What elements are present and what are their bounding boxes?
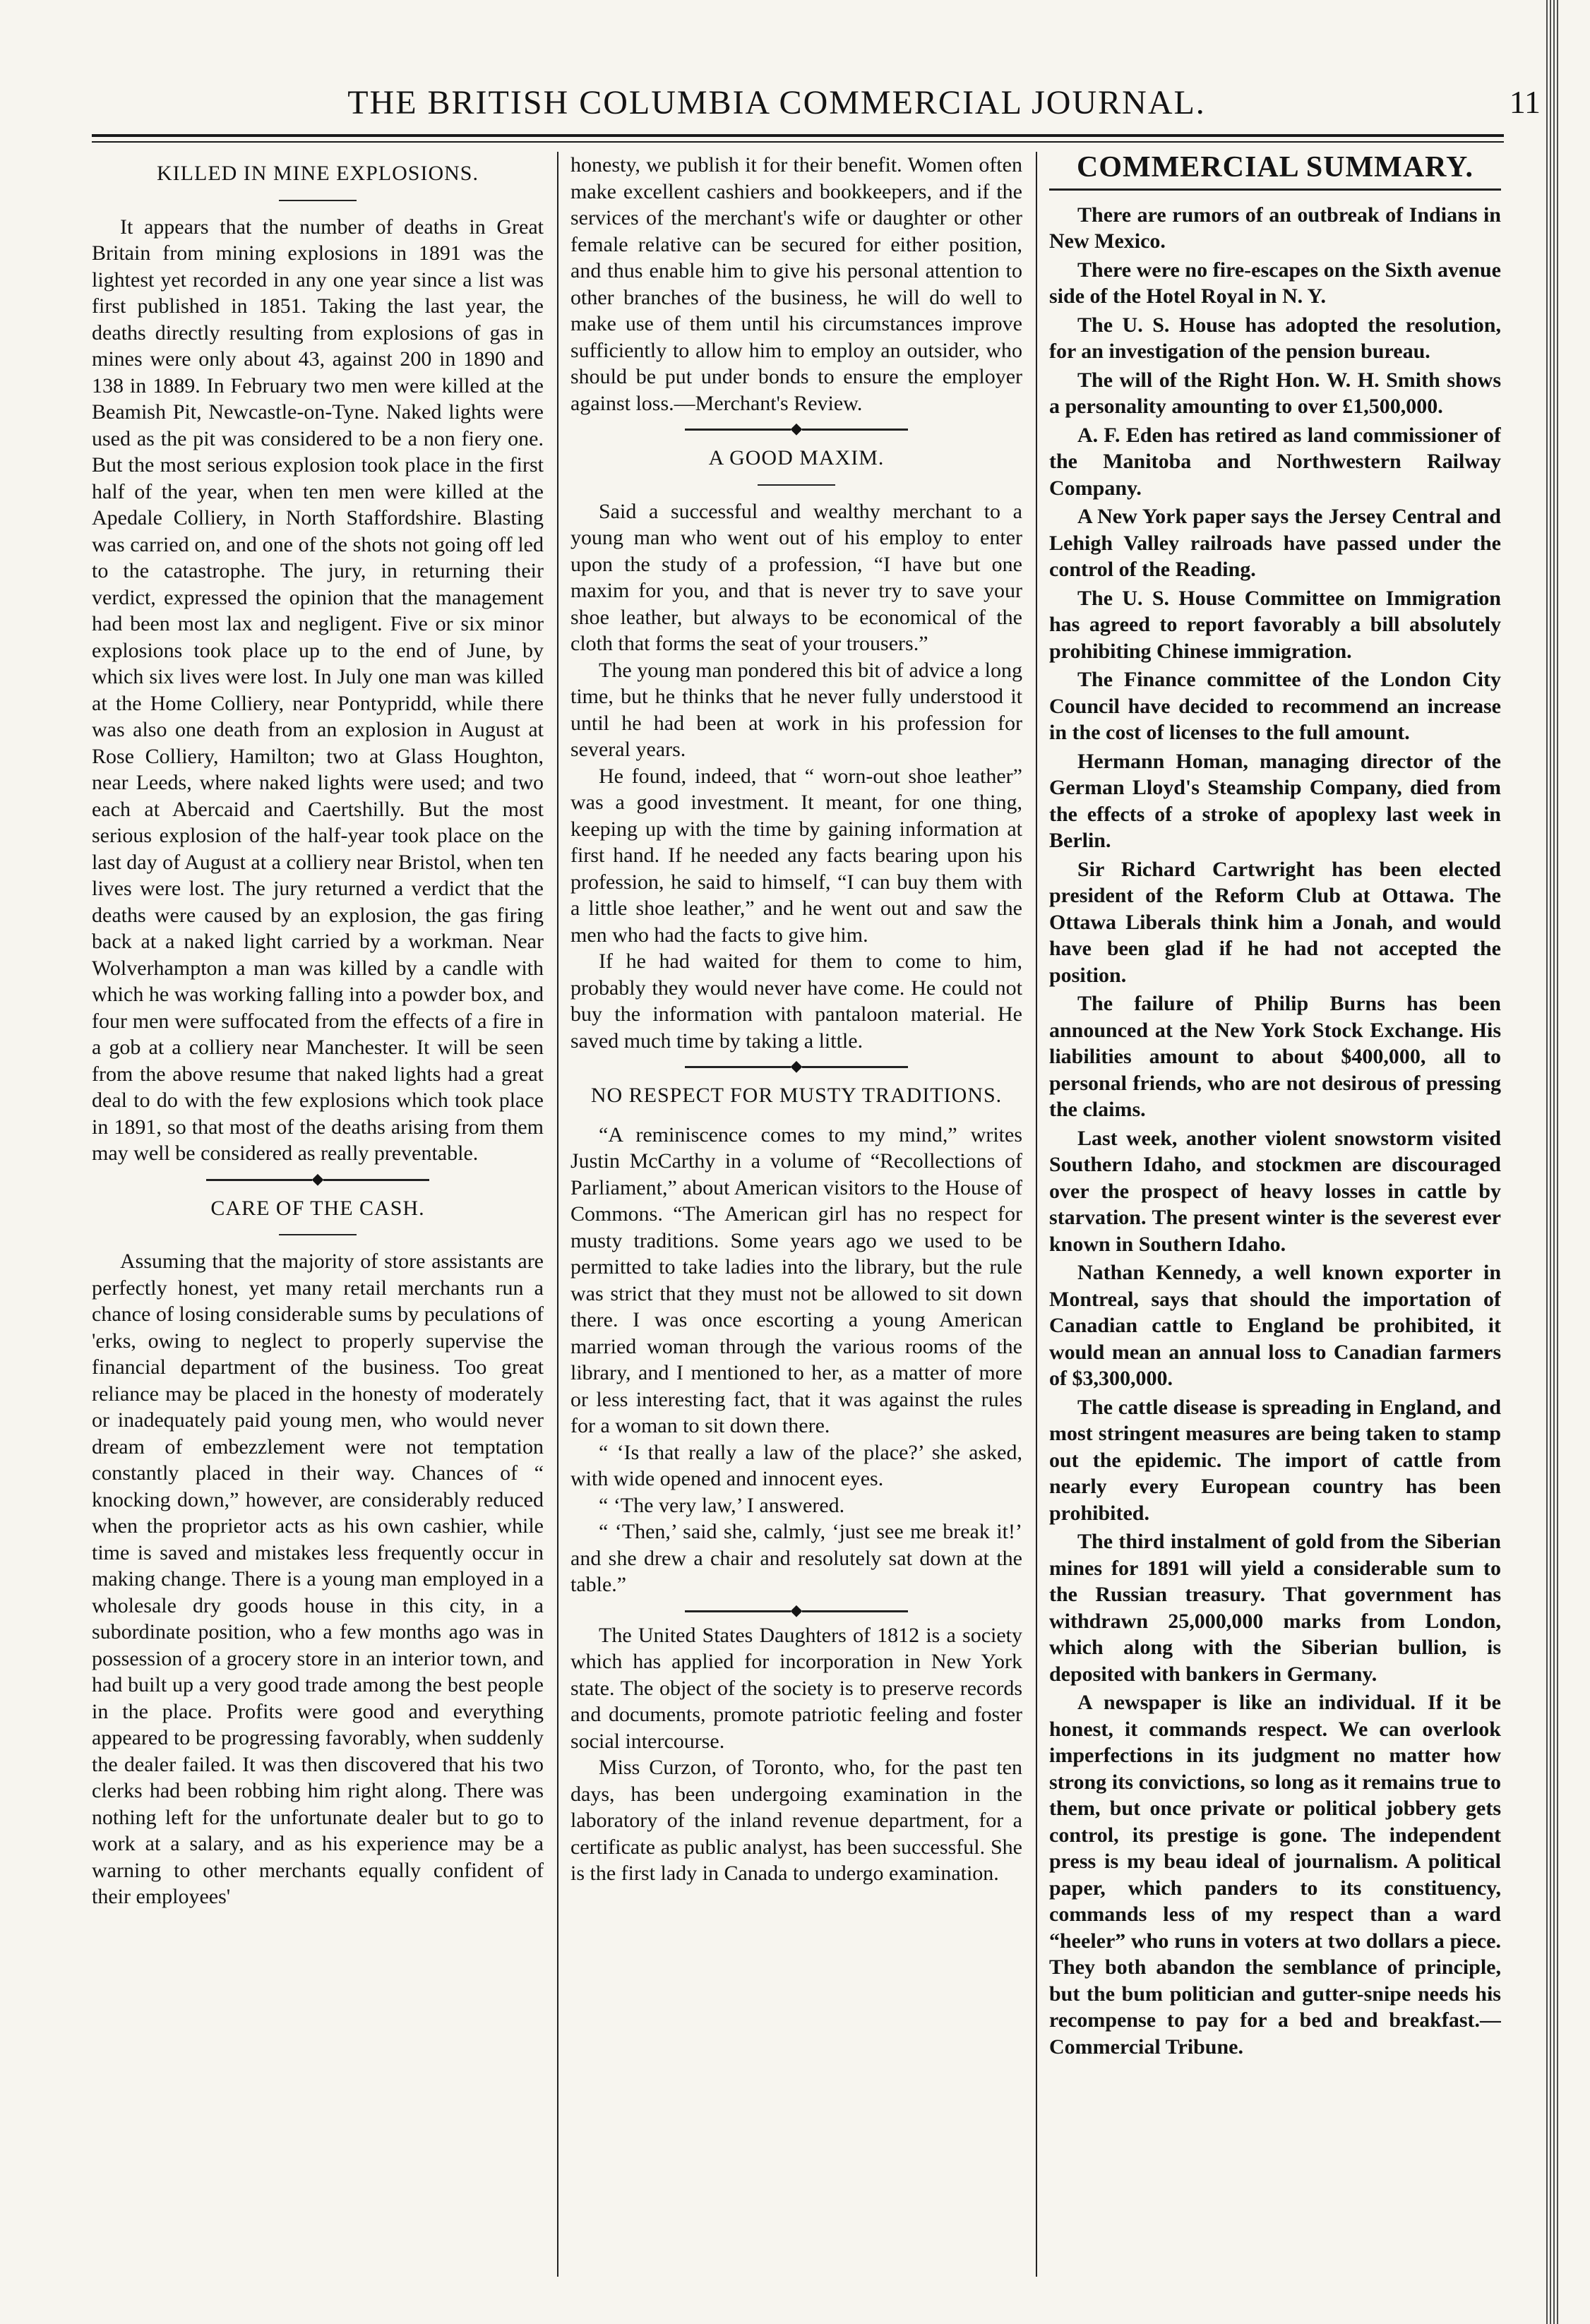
ornament-divider: ◆ <box>570 1058 1022 1074</box>
summary-item: The will of the Right Hon. W. H. Smith shows a personality amounting to over £1,500,000. <box>1049 368 1501 418</box>
summary-rule <box>1049 188 1501 191</box>
summary-item: Last week, another violent snowstorm visited Southern Idaho, and stockmen are discouraged over the prospect of heavy losses in cattle by starvation. The present winter is the severest ever known in Southern Idaho. <box>1049 1126 1501 1256</box>
summary-item: The cattle disease is spreading in England, and most stringent measures are being taken to stamp out the epidemic. The import of cattle from nearly every European country has been prohibited. <box>1049 1395 1501 1525</box>
column-divider-1 <box>557 152 558 2277</box>
ornament-divider: ◆ <box>570 421 1022 436</box>
ornament-divider: ◆ <box>570 1603 1022 1618</box>
heading-mine-explosions: KILLED IN MINE EXPLOSIONS. <box>157 162 479 185</box>
summary-item: Hermann Homan, managing director of the German Lloyd's Steamship Company, died from the effects of a stroke of apoplexy last week in Berlin. <box>1049 749 1501 852</box>
heading-commercial-summary: COMMERCIAL SUMMARY. <box>1077 152 1474 184</box>
page-edge-shadow <box>1546 0 1559 2324</box>
article-musty-p3: “ ‘The very law,’ I answered. <box>599 1493 845 1517</box>
summary-item: The failure of Philip Burns has been announced at the New York Stock Exchange. His liabilities amount to about $400,000, all to personal friends, who are not desirous of pressing the claims. <box>1049 992 1501 1121</box>
journal-title: THE BRITISH COLUMBIA COMMERCIAL JOURNAL. <box>347 84 1206 121</box>
column-2 <box>570 152 1022 2284</box>
column-1 <box>92 152 544 2284</box>
column-3 <box>1049 152 1501 2284</box>
summary-item: The U. S. House has adopted the resolution, for an investigation of the pension bureau. <box>1049 313 1501 363</box>
article-mine-explosions: It appears that the number of deaths in Great Britain from mining explosions in 1891 was the lightest yet recorded in any one year since a list was first published in 1851. Taking the last year, the deaths directly resulting from explosions of gas in mines were only about 43, against 200 in 1890 and 138 in 1889. In February two men were killed at the Beamish Pit, Newcastle-on-Tyne. Naked lights were used as the pit was considered to be a non fiery one. But the most serious explosion took place in the first half of the year, when ten men were killed at the Apedale Colliery, in North Staffordshire. Blasting was carried on, and one of the shots not going off led to the catastrophe. The jury, in returning their verdict, expressed the opinion that the management had been most lax and negligent. Five or six minor explosions took place up to the end of June, by which six lives were lost. In July one man was killed at the Home Colliery, near Pontypridd, while there was also one death from an explosion in August at Rose Colliery, Hamilton; two at Glass Houghton, near Leeds, where naked lights were used; and two each at Abercaid and Caertshilly. But the most serious explosion of the half-year took place on the last day of August at a colliery near Bristol, when ten lives were lost. The jury returned a verdict that the deaths were caused by an explosion, the gas firing back at a naked light carried by a workman. Near Wolverhampton a man was killed by a candle with which he was working falling into a powder box, and four men were suffocated from the effects of a fire in a gob at a colliery near Manchester. It will be seen from the above resume that naked lights had a great deal to do with the few explosions which took place in 1891, so that most of the deaths arising from them may well be considered as really preventable. <box>92 215 544 1165</box>
heading-musty-traditions: NO RESPECT FOR MUSTY TRADITIONS. <box>590 1084 1003 1107</box>
article-maxim-p4: If he had waited for them to come to him, probably they would never have come. He could not buy the information with pantaloon material. He saved much time by taking a little. <box>570 950 1022 1053</box>
article-daughters-1812: The United States Daughters of 1812 is a society which has applied for incorporation in New York state. The object of the society is to preserve records and documents, promote patriotic feeling and foster social intercourse. <box>570 1623 1022 1753</box>
summary-item: Sir Richard Cartwright has been elected president of the Reform Club at Ottawa. The Ottawa Liberals think him a Jonah, and would have been glad if he had not accepted the position. <box>1049 857 1501 987</box>
article-maxim-p3: He found, indeed, that “ worn-out shoe leather” was a good investment. It meant, for one thing, keeping up with the time by gaining information at first hand. If he needed any facts bearing upon his profession, he said to himself, “I can buy them with a little shoe leather,” and he went out and saw the men who had the facts to give him. <box>570 764 1022 947</box>
heading-good-maxim: A GOOD MAXIM. <box>708 446 885 469</box>
article-musty-p1: “A reminiscence comes to my mind,” writes Justin McCarthy in a volume of “Recollections of Parliament,” about American visitors to the House of Commons. “The American girl has no respect for musty traditions. Some years ago we used to be permitted to take ladies into the library, but the rule was strict that they must not be allowed to sit down there. I was once escorting a young American married woman through the various rooms of the library, and I mentioned to her, as a matter of more or less interesting fact, that it was against the rules for a woman to sit down there. <box>570 1122 1022 1437</box>
article-maxim-p2: The young man pondered this bit of advice a long time, but he thinks that he never fully understood it until he had been at work in his profession for several years. <box>570 658 1022 761</box>
summary-item: There are rumors of an outbreak of Indians in New Mexico. <box>1049 203 1501 253</box>
summary-item: A newspaper is like an individual. If it be honest, it commands respect. We can overlook imperfections in its judgment no matter how strong its convictions, so long as it remains true to them, but once private or political jobbery gets control, its prestige is gone. The independent press is my beau ideal of journalism. A political paper, which panders to its constituency, commands less of my respect than a ward “heeler” who runs in voters at two dollars a piece. They both abandon the semblance of principle, but the bum politician and gutter-snipe needs his recompense to pay for a bed and breakfast.—Commercial Tribune. <box>1049 1691 1501 2059</box>
heading-rule <box>279 1234 357 1235</box>
article-musty-p2: “ ‘Is that really a law of the place?’ she asked, with wide opened and innocent eyes. <box>570 1440 1022 1490</box>
heading-rule <box>279 200 357 201</box>
summary-item: Nathan Kennedy, a well known exporter in Montreal, says that should the importation of Canadian cattle to England be prohibited, it would mean an annual loss to Canadian farmers of $3,300,000. <box>1049 1261 1501 1390</box>
summary-item: There were no fire-escapes on the Sixth avenue side of the Hotel Royal in N. Y. <box>1049 258 1501 308</box>
page-number: 11 <box>1509 84 1541 120</box>
article-miss-curzon: Miss Curzon, of Toronto, who, for the past ten days, has been undergoing examination in the laboratory of the inland revenue department, for a certificate as public analyst, has been successful. She is the first lady in Canada to undergo examination. <box>570 1756 1022 1885</box>
header-rule <box>92 134 1504 137</box>
article-care-of-cash-continued: honesty, we publish it for their benefit. Women often make excellent cashiers and bookkeepers, and if the services of the merchant's wife or daughter or other female relative can be secured for either position, and thus enable him to give his personal attention to other branches of the business, he will do well to make use of them until his circumstances improve sufficiently to allow him to employ an outsider, who should be put under bonds to ensure the employer against loss.—Merchant's Review. <box>570 153 1022 415</box>
ornament-divider: ◆ <box>92 1171 544 1187</box>
summary-item: A. F. Eden has retired as land commissioner of the Manitoba and Northwestern Railway Company. <box>1049 423 1501 500</box>
summary-item: The U. S. House Committee on Immigration has agreed to report favorably a bill absolutely prohibiting Chinese immigration. <box>1049 586 1501 663</box>
column-divider-2 <box>1036 152 1037 2277</box>
summary-item: A New York paper says the Jersey Central and Lehigh Valley railroads have passed under the control of the Reading. <box>1049 505 1501 581</box>
summary-item: The third instalment of gold from the Siberian mines for 1891 will yield a considerable sum to the Russian treasury. That government has withdrawn 25,000,000 marks from London, which along with the Siberian bullion, is deposited with bankers in Germany. <box>1049 1530 1501 1686</box>
heading-rule <box>758 484 835 486</box>
header-rule-thin <box>92 141 1504 143</box>
article-care-of-cash: Assuming that the majority of store assistants are perfectly honest, yet many retail merchants run a chance of losing considerable sums by peculations of 'erks, owing to neglect to properly supervise the financial department of the business. Too great reliance may be placed in the honesty of moderately or inadequately paid young men, who would never dream of embezzlement were not temptation constantly placed in their way. Chances of “ knocking down,” however, are considerably reduced when the proprietor acts as his own cashier, while time is saved and mistakes less frequently occur in making change. There is a young man employed in a wholesale dry goods house in this city, in a subordinate position, who a few months ago was in possession of a grocery store in an interior town, and had built up a very good trade among the best people in the place. Profits were good and everything appeared to be progressing favorably, when suddenly the dealer failed. It was then discovered that his two clerks had been robbing him right along. There was nothing left for the unfortunate dealer but to go to work at a salary, and as his experience may be a warning to other merchants equally confident of their employees' <box>92 1250 544 1908</box>
article-maxim-p1: Said a successful and wealthy merchant to a young man who went out of his employ to enter upon the study of a profession, “I have but one maxim for you, and that is never try to save your shoe leather, but always to be economical of the cloth that forms the seat of your trousers.” <box>570 499 1022 655</box>
summary-item: The Finance committee of the London City Council have decided to recommend an increase in the cost of licenses to the full amount. <box>1049 668 1501 744</box>
article-musty-p4: “ ‘Then,’ said she, calmly, ‘just see me break it!’ and she drew a chair and resolutely sat down at the table.” <box>570 1520 1022 1596</box>
heading-care-of-cash: CARE OF THE CASH. <box>210 1196 425 1220</box>
